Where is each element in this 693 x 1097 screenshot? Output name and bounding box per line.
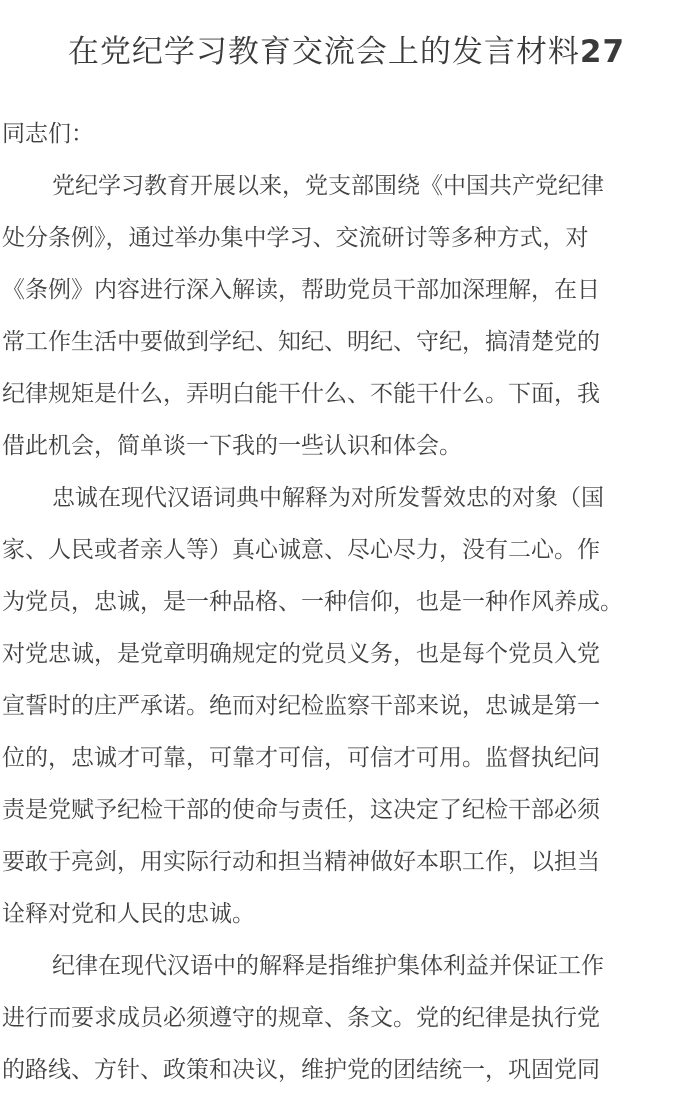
paragraph-line: 责是党赋予纪检干部的使命与责任，这决定了纪检干部必须 bbox=[2, 797, 600, 823]
paragraph-line: 诠释对党和人民的忠诚。 bbox=[2, 901, 255, 927]
paragraph-line: 的路线、方针、政策和决议，维护党的团结统一，巩固党同 bbox=[2, 1057, 600, 1083]
paragraph-line: 对党忠诚，是党章明确规定的党员义务，也是每个党员入党 bbox=[2, 641, 600, 667]
paragraph-line: 忠诚在现代汉语词典中解释为对所发誓效忠的对象（国 bbox=[52, 485, 604, 511]
paragraph-3 bbox=[2, 940, 692, 1096]
paragraph-line: 纪律规矩是什么，弄明白能干什么、不能干什么。下面，我 bbox=[2, 381, 600, 407]
paragraph-line: 位的，忠诚才可靠，可靠才可信，可信才可用。监督执纪问 bbox=[2, 745, 600, 771]
title-text: 在党纪学习教育交流会上的发言材料 bbox=[67, 34, 580, 70]
paragraph-1 bbox=[2, 160, 692, 472]
paragraph-line: 宣誓时的庄严承诺。绝而对纪检监察干部来说，忠诚是第一 bbox=[2, 693, 600, 719]
paragraph-line: 借此机会，简单谈一下我的一些认识和体会。 bbox=[2, 433, 462, 459]
paragraph-line: 家、人民或者亲人等）真心诚意、尽心尽力，没有二心。作 bbox=[2, 537, 600, 563]
paragraph-line: 党纪学习教育开展以来，党支部围绕《中国共产党纪律 bbox=[52, 173, 604, 199]
paragraph-line: 处分条例》，通过举办集中学习、交流研讨等多种方式，对 bbox=[2, 225, 589, 251]
paragraph-2 bbox=[2, 472, 692, 940]
paragraph-line: 为党员，忠诚，是一种品格、一种信仰，也是一种作风养成。 bbox=[2, 589, 623, 615]
document-title bbox=[0, 30, 693, 74]
paragraph-line: 进行而要求成员必须遵守的规章、条文。党的纪律是执行党 bbox=[2, 1005, 600, 1031]
paragraph-line: 《条例》内容进行深入解读，帮助党员干部加深理解，在日 bbox=[2, 277, 600, 303]
document-body bbox=[2, 108, 692, 1096]
paragraph-line: 常工作生活中要做到学纪、知纪、明纪、守纪，搞清楚党的 bbox=[2, 329, 600, 355]
paragraph-line: 要敢于亮剑，用实际行动和担当精神做好本职工作，以担当 bbox=[2, 849, 600, 875]
title-number: 27 bbox=[579, 34, 626, 70]
salutation: 同志们： bbox=[2, 121, 94, 147]
paragraph-line: 纪律在现代汉语中的解释是指维护集体利益并保证工作 bbox=[52, 953, 604, 979]
